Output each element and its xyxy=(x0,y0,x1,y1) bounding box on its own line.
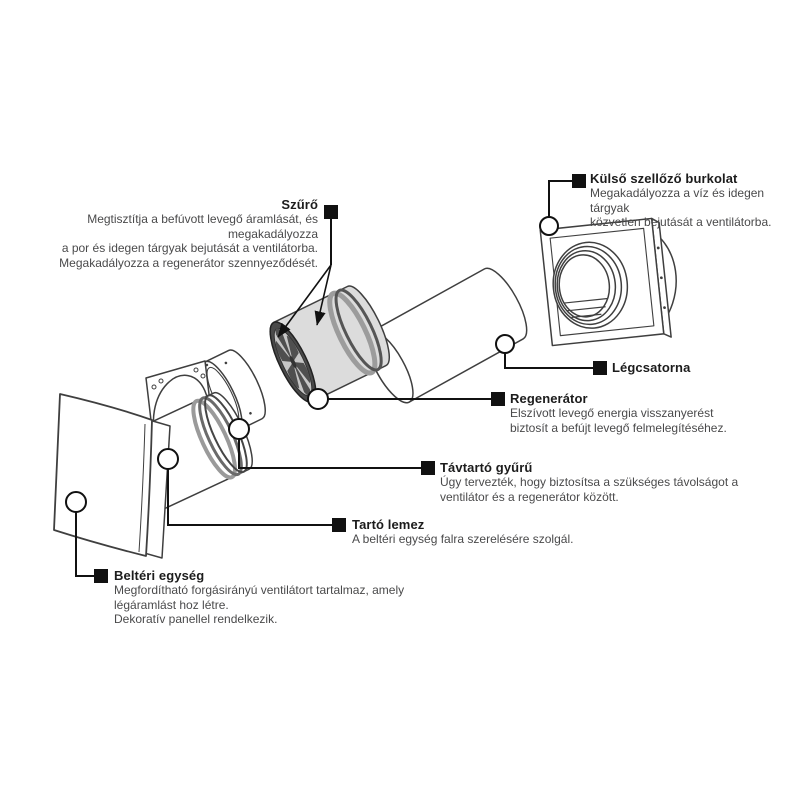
part-fan-unit xyxy=(262,281,398,408)
label-regenerator-desc-line: Elszívott levegő energia visszanyerést xyxy=(510,406,714,420)
label-szuro-title: Szűrő xyxy=(281,197,318,212)
label-belteri-egyseg-desc-line: Dekoratív panellel rendelkezik. xyxy=(114,612,278,627)
marker-regenerator xyxy=(491,392,505,406)
label-regenerator-desc-line: biztosít a befújt levegő felmelegítéséhez. xyxy=(510,420,727,435)
anchor-outer-cover xyxy=(540,217,558,235)
label-tavtarto-gyuru-title: Távtartó gyűrű xyxy=(440,460,533,475)
label-kulso-burkolat-desc-line: Megakadályozza a víz és idegen tárgyak xyxy=(590,186,765,215)
anchor-mounting-plate xyxy=(158,449,178,469)
label-belteri-egyseg-desc-line: Megfordítható forgásirányú ventilátort tartalmaz, amely xyxy=(114,583,405,597)
indoor-unit-front-panel xyxy=(54,394,152,556)
connector-duct xyxy=(505,353,593,368)
label-tavtarto-gyuru xyxy=(440,460,770,504)
connector-outer-cover xyxy=(549,181,574,217)
marker-legcsatorna xyxy=(593,361,607,375)
label-regenerator xyxy=(510,391,770,435)
part-outer-cover xyxy=(540,217,682,350)
label-tarto-lemez-title: Tartó lemez xyxy=(352,517,425,532)
label-belteri-egyseg-desc-line: légáramlást hoz létre. xyxy=(114,597,229,612)
marker-tarto-lemez xyxy=(332,518,346,532)
connector-spacer-ring xyxy=(239,439,421,468)
label-szuro-desc-line: Megakadályozza a regenerátor szennyeződését. xyxy=(59,255,318,270)
anchor-indoor-unit xyxy=(66,492,86,512)
label-tarto-lemez-desc-line: A beltéri egység falra szerelésére szolgál. xyxy=(352,532,574,546)
label-tarto-lemez xyxy=(352,517,632,547)
label-kulso-burkolat xyxy=(590,171,800,230)
label-belteri-egyseg xyxy=(114,568,444,627)
marker-tavtarto-gyuru xyxy=(421,461,435,475)
label-regenerator-title: Regenerátor xyxy=(510,391,588,406)
label-legcsatorna-title: Légcsatorna xyxy=(612,360,691,375)
marker-szuro xyxy=(324,205,338,219)
marker-belteri-egyseg xyxy=(94,569,108,583)
label-tavtarto-gyuru-desc-line: Úgy tervezték, hogy biztosítsa a szükséges távolságot a xyxy=(440,475,739,489)
marker-kulso-burkolat xyxy=(572,174,586,188)
label-tavtarto-gyuru-desc-line: ventilátor és a regenerátor között. xyxy=(440,489,619,504)
label-szuro xyxy=(0,197,318,270)
anchor-duct xyxy=(496,335,514,353)
label-legcsatorna xyxy=(612,360,792,375)
label-kulso-burkolat-title: Külső szellőző burkolat xyxy=(590,171,738,186)
label-belteri-egyseg-title: Beltéri egység xyxy=(114,568,205,583)
anchor-spacer-ring xyxy=(229,419,249,439)
label-szuro-desc-line: a por és idegen tárgyak bejutását a ventilátorba. xyxy=(61,241,318,256)
label-kulso-burkolat-desc-line: közvetlen bejutását a ventilátorba. xyxy=(590,215,772,230)
label-szuro-desc-line: Megtisztítja a befúvott levegő áramlását, és megakadályozza xyxy=(87,212,318,241)
anchor-regenerator xyxy=(308,389,328,409)
